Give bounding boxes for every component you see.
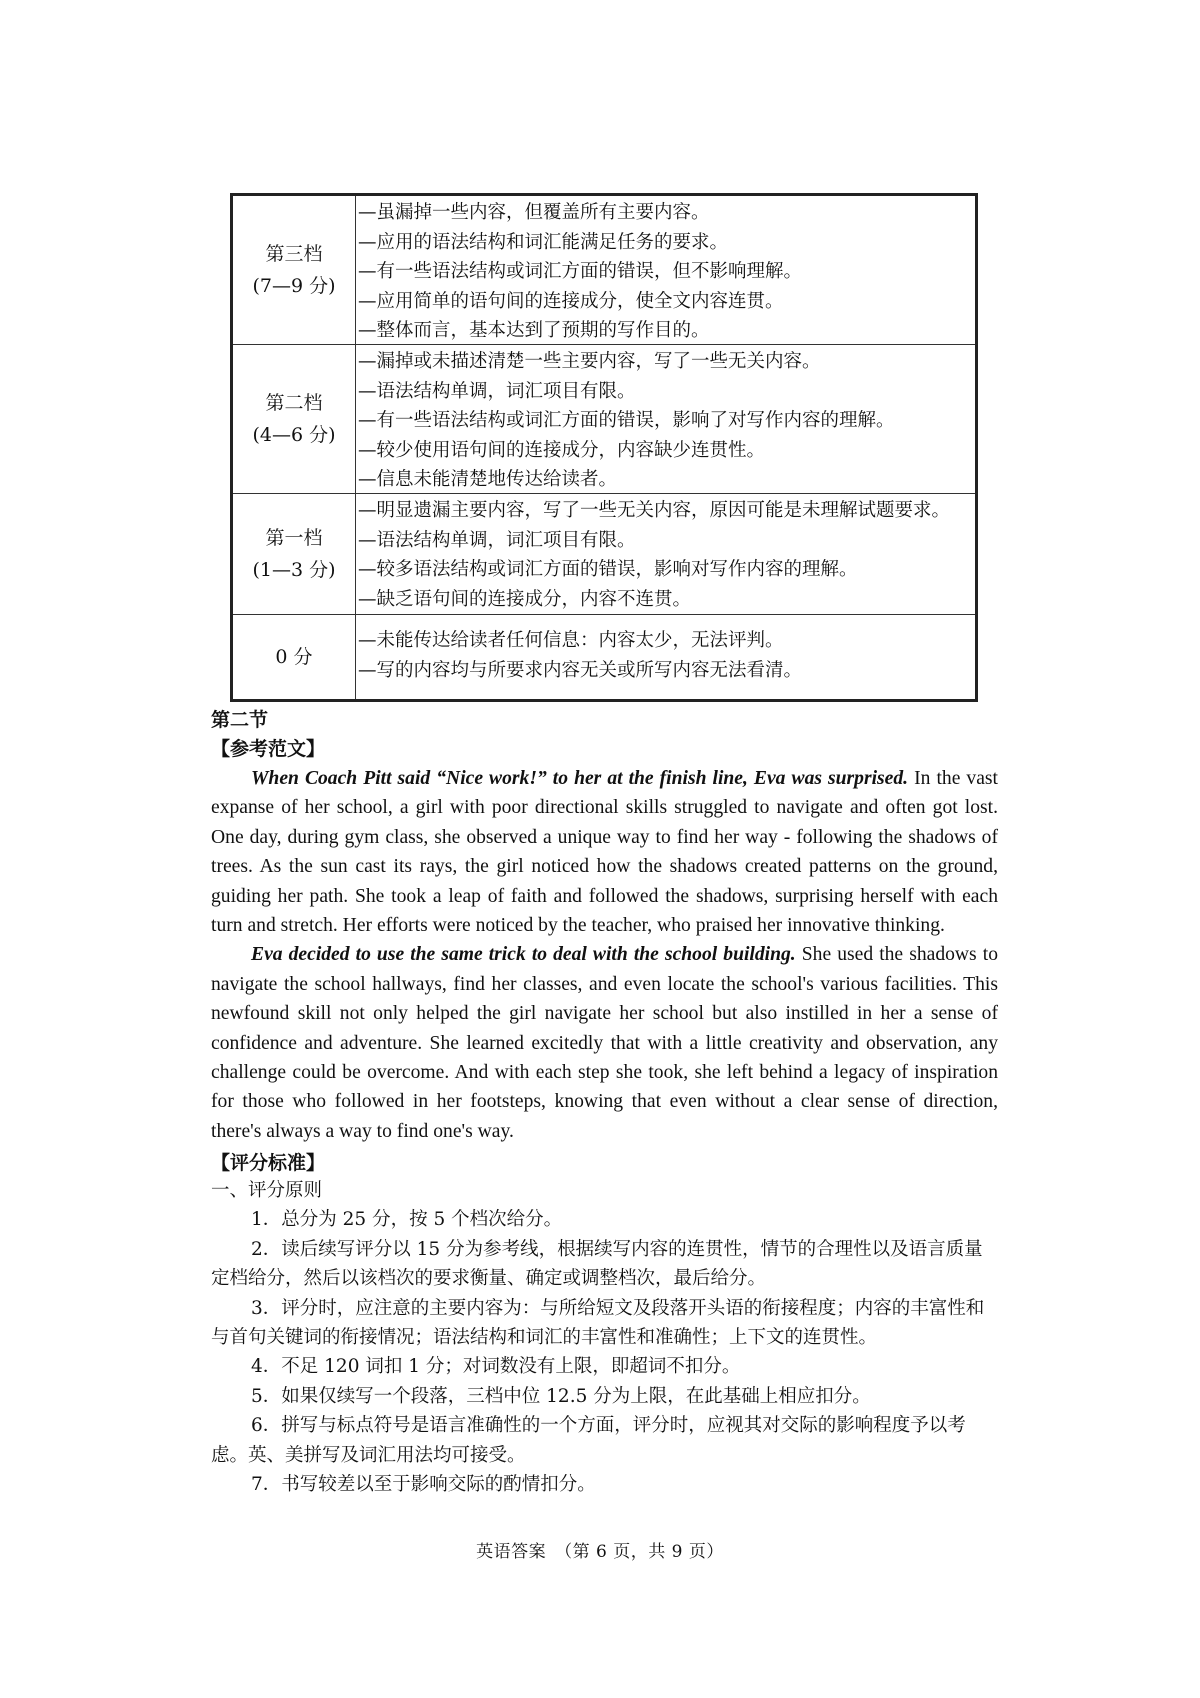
rubric-row-tier3 — [233, 196, 975, 344]
paragraph-lead-sentence: Eva decided to use the same trick to deal with the school building. — [251, 944, 796, 966]
scoring-principles — [211, 1176, 1001, 1499]
grade-label: 第二档 — [265, 392, 323, 414]
rubric-row-zero — [233, 614, 975, 699]
grade-label: 第三档 — [265, 243, 323, 265]
principle-item: 7．书写较差以至于影响交际的酌情扣分。 — [251, 1474, 596, 1496]
principle-item: 1．总分为 25 分，按 5 个档次给分。 — [251, 1209, 563, 1231]
criterion: —虽漏掉一些内容，但覆盖所有主要内容。 — [358, 202, 710, 223]
scoring-heading: 【评分标准】 — [211, 1152, 326, 1174]
criterion: —语法结构单调，词汇项目有限。 — [358, 529, 636, 551]
principle-item: 6．拼写与标点符号是语言准确性的一个方面，评分时，应视其对交际的影响程度予以考虑。英、美拼写及词汇用法均可接受。 — [211, 1415, 966, 1466]
grade-cell — [233, 196, 356, 344]
principle-item: 5．如果仅续写一个段落，三档中位 12.5 分为上限，在此基础上相应扣分。 — [251, 1385, 871, 1407]
grade-range: (1—3 分) — [252, 559, 336, 581]
rubric-row-tier1 — [233, 493, 975, 614]
grade-label: 0 分 — [275, 646, 313, 668]
principle-item: 2．读后续写评分以 15 分为参考线，根据续写内容的连贯性，情节的合理性以及语言质量定档给分，然后以该档次的要求衡量、确定或调整档次，最后给分。 — [211, 1238, 983, 1290]
grade-range: (4—6 分) — [252, 424, 336, 446]
criterion: —应用的语法结构和词汇能满足任务的要求。 — [358, 231, 729, 253]
section-title: 第二节 — [211, 709, 269, 731]
criteria-cell — [356, 345, 975, 493]
criterion: —较多语法结构或词汇方面的错误，影响对写作内容的理解。 — [358, 559, 858, 581]
rubric-row-tier2 — [233, 344, 975, 493]
paragraph-body: In the vast expanse of her school, a girl with poor directional skills struggled to navigate and often got lost. One day, during gym class, she observed a unique way to find her way - following the shadows of trees. As the sun cast its rays, the girl noticed how the shadows created patterns on the ground, guiding her path. She took a leap of faith and followed the shadows, surprising herself with each turn and stretch. Her efforts were noticed by the teacher, who praised her innovative thinking. — [211, 768, 998, 937]
principles-title: 一、评分原则 — [211, 1180, 323, 1201]
criteria-cell — [356, 615, 975, 699]
criterion: —漏掉或未描述清楚一些主要内容，写了一些无关内容。 — [358, 351, 821, 372]
criterion: —语法结构单调，词汇项目有限。 — [358, 380, 636, 402]
grade-cell — [233, 345, 356, 493]
sample-essay — [211, 764, 998, 1146]
criterion: —写的内容均与所要求内容无关或所写内容无法看清。 — [358, 660, 803, 681]
grade-cell — [233, 494, 356, 614]
essay-paragraph-1 — [211, 764, 998, 940]
criterion: —未能传达给读者任何信息：内容太少，无法评判。 — [358, 630, 784, 652]
essay-paragraph-2 — [211, 940, 998, 1146]
principle-item: 3．评分时，应注意的主要内容为：与所给短文及段落开头语的衔接程度；内容的丰富性和与首句关键词的衔接情况；语法结构和词汇的丰富性和准确性；上下文的连贯性。 — [211, 1297, 985, 1349]
grade-label: 第一档 — [265, 527, 323, 549]
criterion: —明显遗漏主要内容，写了一些无关内容，原因可能是未理解试题要求。 — [358, 500, 951, 521]
criterion: —有一些语法结构或词汇方面的错误，但不影响理解。 — [358, 261, 803, 283]
paragraph-body: She used the shadows to navigate the school hallways, find her classes, and even locate the school's various facilities. This newfound skill not only helped the girl navigate her school but also instilled in her a sense of confidence and adventure. She learned excitedly that with a little creativity and observation, any challenge could be overcome. And with each step she took, she left behind a legacy of inspiration for those who followed in her footsteps, knowing that even without a clear sense of direction, there's always a way to find one's way. — [211, 944, 998, 1142]
criterion: —有一些语法结构或词汇方面的错误，影响了对写作内容的理解。 — [358, 410, 895, 432]
sample-heading: 【参考范文】 — [211, 738, 326, 760]
criterion: —缺乏语句间的连接成分，内容不连贯。 — [358, 588, 692, 610]
criteria-cell — [356, 196, 975, 344]
principle-item: 4．不足 120 词扣 1 分；对词数没有上限，即超词不扣分。 — [251, 1356, 741, 1378]
criterion: —信息未能清楚地传达给读者。 — [358, 469, 618, 491]
criterion: —较少使用语句间的连接成分，内容缺少连贯性。 — [358, 439, 766, 461]
grade-range: (7—9 分) — [252, 275, 336, 297]
criterion: —应用简单的语句间的连接成分，使全文内容连贯。 — [358, 290, 784, 312]
paragraph-lead-sentence: When Coach Pitt said “Nice work!” to her at the finish line, Eva was surprised. — [251, 768, 909, 789]
rubric-table — [230, 193, 978, 702]
criterion: —整体而言，基本达到了预期的写作目的。 — [358, 320, 710, 342]
page-footer: 英语答案 （第 6 页，共 9 页） — [476, 1542, 724, 1562]
grade-cell — [233, 615, 356, 699]
criteria-cell — [356, 494, 975, 614]
